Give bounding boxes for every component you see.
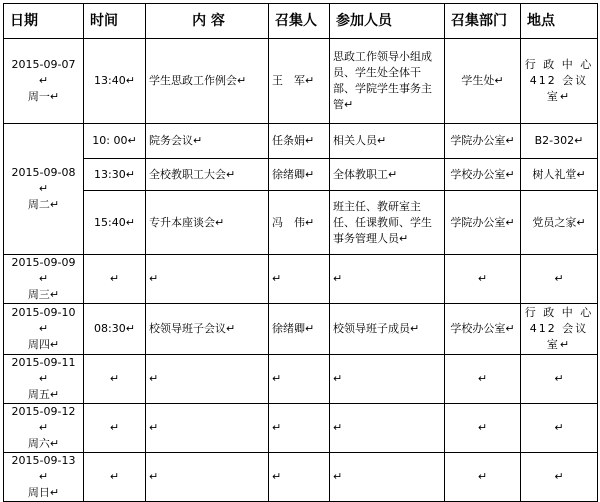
content-cell: 全校教职工大会↵ [146,159,269,191]
time-cell: 10: 00↵ [84,124,146,159]
content-cell: 校领导班子会议↵ [146,304,269,355]
content-cell: ↵ [146,404,269,453]
attendees-cell: 班主任、教研室主任、任课教师、学生事务管理人员↵ [330,191,445,255]
time-cell: 13:30↵ [84,159,146,191]
convener-cell: ↵ [269,355,330,404]
weekday-text: 周一↵ [27,90,60,103]
time-cell: ↵ [84,453,146,502]
header-location: 地点 [521,4,598,39]
date-text: 2015-09-09 ↵ [11,256,76,285]
date-cell [4,304,84,355]
table-row [4,39,598,124]
dept-cell: ↵ [445,453,521,502]
table-row [4,191,598,255]
dept-cell: 学生处↵ [445,39,521,124]
time-cell: 15:40↵ [84,191,146,255]
date-cell [4,404,84,453]
table-row [4,453,598,502]
date-cell [4,453,84,502]
time-cell: 13:40↵ [84,39,146,124]
table-row [4,255,598,304]
weekday-text: 周日↵ [27,486,60,499]
table-row [4,355,598,404]
location-cell: ↵ [521,453,598,502]
location-line: 行 政 中 心 [524,306,594,319]
weekday-text: 周六↵ [27,437,60,450]
location-cell [521,304,598,355]
dept-cell: ↵ [445,404,521,453]
convener-cell: 王 军↵ [269,39,330,124]
dept-cell: 学院办公室↵ [445,191,521,255]
attendees-cell: ↵ [330,355,445,404]
time-cell: 08:30↵ [84,304,146,355]
attendees-cell: ↵ [330,404,445,453]
date-text: 2015-09-12 ↵ [11,405,76,434]
content-cell: ↵ [146,255,269,304]
date-text: 2015-09-13 ↵ [11,454,76,483]
schedule-table [3,3,598,502]
date-cell [4,39,84,124]
location-cell [521,39,598,124]
header-attendees: 参加人员 [330,4,445,39]
content-cell: 院务会议↵ [146,124,269,159]
time-cell: ↵ [84,404,146,453]
date-text: 2015-09-07 ↵ [11,58,76,87]
header-time: 时间 [84,4,146,39]
content-cell: ↵ [146,355,269,404]
convener-cell: 任条娟↵ [269,124,330,159]
attendees-cell: 全体教职工↵ [330,159,445,191]
convener-cell: 徐绪卿↵ [269,304,330,355]
location-line: 412 会议室↵ [529,74,589,103]
location-cell: 树人礼堂↵ [521,159,598,191]
date-text: 2015-09-10 ↵ [11,306,76,335]
location-line: 行 政 中 心 [524,58,594,71]
table-row [4,124,598,159]
content-cell: 学生思政工作例会↵ [146,39,269,124]
dept-cell: ↵ [445,255,521,304]
location-line: 412 会议室↵ [529,322,589,351]
weekday-text: 周三↵ [27,288,60,301]
attendees-cell: 思政工作领导小组成员、学生处全体干部、学院学生事务主管↵ [330,39,445,124]
convener-cell: 冯 伟↵ [269,191,330,255]
table-row [4,304,598,355]
weekday-text: 周四↵ [27,338,60,351]
convener-cell: ↵ [269,453,330,502]
location-cell: B2-302↵ [521,124,598,159]
convener-cell: ↵ [269,255,330,304]
weekday-text: 周二↵ [27,198,60,211]
location-cell: ↵ [521,404,598,453]
date-cell [4,355,84,404]
table-row [4,404,598,453]
content-cell: 专升本座谈会↵ [146,191,269,255]
attendees-cell: ↵ [330,255,445,304]
time-cell: ↵ [84,355,146,404]
location-cell: ↵ [521,355,598,404]
header-dept: 召集部门 [445,4,521,39]
date-text: 2015-09-11 ↵ [11,356,76,385]
date-cell [4,255,84,304]
header-convener: 召集人 [269,4,330,39]
dept-cell: 学校办公室↵ [445,304,521,355]
attendees-cell: ↵ [330,453,445,502]
dept-cell: ↵ [445,355,521,404]
convener-cell: ↵ [269,404,330,453]
dept-cell: 学院办公室↵ [445,124,521,159]
location-cell: ↵ [521,255,598,304]
header-row [4,4,598,39]
dept-cell: 学校办公室↵ [445,159,521,191]
location-cell: 党员之家↵ [521,191,598,255]
date-cell [4,124,84,255]
header-content: 内 容 [146,4,269,39]
header-date: 日期 [4,4,84,39]
attendees-cell: 相关人员↵ [330,124,445,159]
table-row [4,159,598,191]
attendees-cell: 校领导班子成员↵ [330,304,445,355]
time-cell: ↵ [84,255,146,304]
date-text: 2015-09-08 ↵ [11,166,76,195]
convener-cell: 徐绪卿↵ [269,159,330,191]
weekday-text: 周五↵ [27,388,60,401]
content-cell: ↵ [146,453,269,502]
